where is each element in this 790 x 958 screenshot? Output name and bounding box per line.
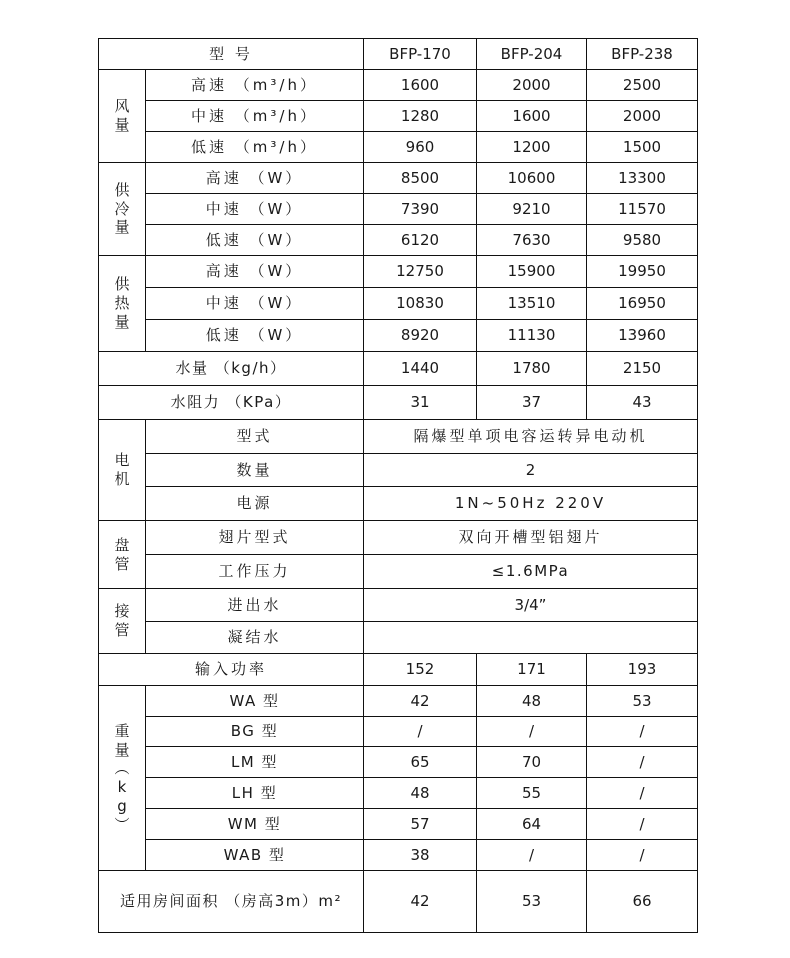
cell: 1200 [477,132,587,163]
heating-row [99,256,698,288]
cell: 38 [364,840,477,871]
pipe-row [99,589,698,622]
row-label: 水阻力 （KPa） [99,386,364,420]
cell: / [587,840,698,871]
cell: 9580 [587,225,698,256]
cell: 10830 [364,288,477,320]
row-label: 高速 （W） [146,163,364,194]
cell: 1600 [364,70,477,101]
cell: / [587,778,698,809]
cell: 2000 [587,101,698,132]
cell: 1500 [587,132,698,163]
cell: 1780 [477,352,587,386]
cooling-row [99,225,698,256]
room-area-row [99,871,698,933]
coil-row [99,521,698,555]
cell: 42 [364,686,477,717]
cell: 1600 [477,101,587,132]
row-label: 水量 （kg/h） [99,352,364,386]
weight-row [99,717,698,747]
row-label: 低速 （W） [146,320,364,352]
row-label: 低速 （W） [146,225,364,256]
weight-row [99,778,698,809]
water-resistance-row [99,386,698,420]
header-row [99,39,698,70]
motor-category: 电 机 [99,420,146,521]
airflow-row [99,70,698,101]
cell: 6120 [364,225,477,256]
weight-row [99,747,698,778]
cell: 13510 [477,288,587,320]
row-label: 中速 （W） [146,288,364,320]
cell: 64 [477,809,587,840]
cell: 65 [364,747,477,778]
cell: / [587,717,698,747]
coil-category: 盘 管 [99,521,146,589]
airflow-row [99,132,698,163]
cell: 13960 [587,320,698,352]
motor-row [99,420,698,454]
cell: 15900 [477,256,587,288]
cell: 7390 [364,194,477,225]
row-label: 型式 [146,420,364,454]
cooling-row [99,163,698,194]
cell: 66 [587,871,698,933]
cell: 10600 [477,163,587,194]
model-1: BFP-170 [364,39,477,70]
cell: 2500 [587,70,698,101]
input-power-row [99,654,698,686]
model-label: 型 号 [99,39,364,70]
cell: 19950 [587,256,698,288]
cell: 171 [477,654,587,686]
row-label: 数量 [146,454,364,487]
cell: 193 [587,654,698,686]
cell [364,622,698,654]
row-label: 进出水 [146,589,364,622]
model-2: BFP-204 [477,39,587,70]
cell: 1280 [364,101,477,132]
cell: 55 [477,778,587,809]
model-3: BFP-238 [587,39,698,70]
weight-row [99,686,698,717]
heating-category: 供 热 量 [99,256,146,352]
cell: 11570 [587,194,698,225]
row-label: 输入功率 [99,654,364,686]
spec-table [98,38,698,933]
pipe-row [99,622,698,654]
row-label: BG 型 [146,717,364,747]
cell: 11130 [477,320,587,352]
cell: 隔爆型单项电容运转异电动机 [364,420,698,454]
row-label: 适用房间面积 （房高3m）m² [99,871,364,933]
cell: 152 [364,654,477,686]
row-label: 高速 （m³/h） [146,70,364,101]
cell: 13300 [587,163,698,194]
pipe-category: 接 管 [99,589,146,654]
row-label: LH 型 [146,778,364,809]
weight-category: 重 量 ︵ k g ︶ [99,686,146,871]
cell: / [587,747,698,778]
cell: / [587,809,698,840]
row-label: 低速 （m³/h） [146,132,364,163]
row-label: WA 型 [146,686,364,717]
cell: ≤1.6MPa [364,555,698,589]
row-label: WAB 型 [146,840,364,871]
cell: 16950 [587,288,698,320]
cell: 48 [477,686,587,717]
cell: 43 [587,386,698,420]
coil-row [99,555,698,589]
row-label: 电源 [146,487,364,521]
airflow-category: 风 量 [99,70,146,163]
weight-row [99,840,698,871]
cell: 70 [477,747,587,778]
cell: 1440 [364,352,477,386]
cell: 53 [587,686,698,717]
cell: / [477,717,587,747]
cell: 31 [364,386,477,420]
row-label: WM 型 [146,809,364,840]
row-label: 翅片型式 [146,521,364,555]
cell: 8500 [364,163,477,194]
row-label: LM 型 [146,747,364,778]
cell: 37 [477,386,587,420]
motor-row [99,454,698,487]
cell: 42 [364,871,477,933]
water-flow-row [99,352,698,386]
cell: 双向开槽型铝翅片 [364,521,698,555]
cell: 960 [364,132,477,163]
cooling-row [99,194,698,225]
cell: 2150 [587,352,698,386]
cell: / [477,840,587,871]
row-label: 工作压力 [146,555,364,589]
cooling-category: 供 冷 量 [99,163,146,256]
cell: 2000 [477,70,587,101]
airflow-row [99,101,698,132]
cell: 9210 [477,194,587,225]
cell: 2 [364,454,698,487]
cell: / [364,717,477,747]
cell: 12750 [364,256,477,288]
weight-row [99,809,698,840]
cell: 1N~50Hz 220V [364,487,698,521]
row-label: 高速 （W） [146,256,364,288]
cell: 8920 [364,320,477,352]
heating-row [99,288,698,320]
cell: 57 [364,809,477,840]
cell: 53 [477,871,587,933]
heating-row [99,320,698,352]
row-label: 凝结水 [146,622,364,654]
row-label: 中速 （W） [146,194,364,225]
cell: 48 [364,778,477,809]
cell: 3/4” [364,589,698,622]
motor-row [99,487,698,521]
cell: 7630 [477,225,587,256]
row-label: 中速 （m³/h） [146,101,364,132]
